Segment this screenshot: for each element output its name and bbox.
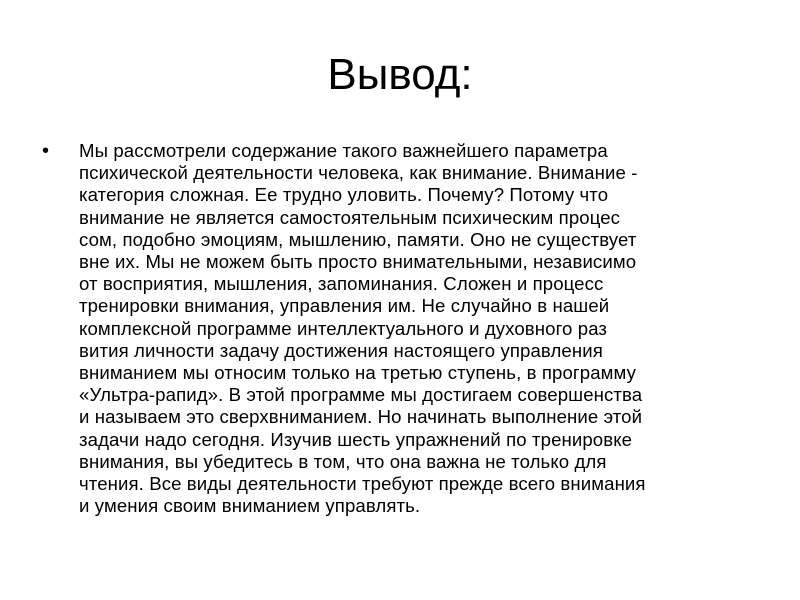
text-line: и умения своим вниманием управлять.: [79, 495, 421, 517]
text-line: комплексной программе интеллектуального и духовного раз: [79, 317, 608, 339]
bullet-list: [40, 140, 756, 517]
text-line: тренировки внимания, управления им. Не случайно в нашей: [79, 295, 610, 317]
text-line: «Ультра-рапид». В этой программе мы достигаем совершенства: [79, 384, 643, 406]
text-line: вниманием мы относим только на третью ступень, в программу: [79, 362, 637, 384]
text-line: Мы рассмотрели содержание такого важнейшего параметра: [79, 140, 608, 161]
text-line: психической деятельности человека, как внимание. Внимание -: [79, 162, 638, 184]
text-line: категория сложная. Ее трудно уловить. Почему? Потому что: [79, 184, 609, 206]
bullet-item: [40, 140, 756, 517]
text-line: вития личности задачу достижения настоящего управления: [79, 339, 603, 361]
text-line: внимание не является самостоятельным психическим процес: [79, 206, 621, 228]
text-line: сом, подобно эмоциям, мышлению, памяти. Оно не существует: [79, 228, 637, 250]
text-line: чтения. Все виды деятельности требуют прежде всего внимания: [79, 473, 646, 495]
text-line: задачи надо сегодня. Изучив шесть упражнений по тренировке: [79, 428, 633, 450]
text-line: и называем это сверхвниманием. Но начинать выполнение этой: [79, 406, 643, 428]
text-line: вне их. Мы не можем быть просто внимательными, независимо: [79, 251, 637, 273]
text-line: от восприятия, мышления, запоминания. Сложен и процесс: [79, 273, 604, 295]
slide-title: Вывод:: [327, 50, 473, 99]
bullet-text: [79, 140, 756, 517]
text-line: внимания, вы убедитесь в том, что она важна не только для: [79, 450, 607, 472]
bullet-icon: •: [42, 140, 50, 162]
